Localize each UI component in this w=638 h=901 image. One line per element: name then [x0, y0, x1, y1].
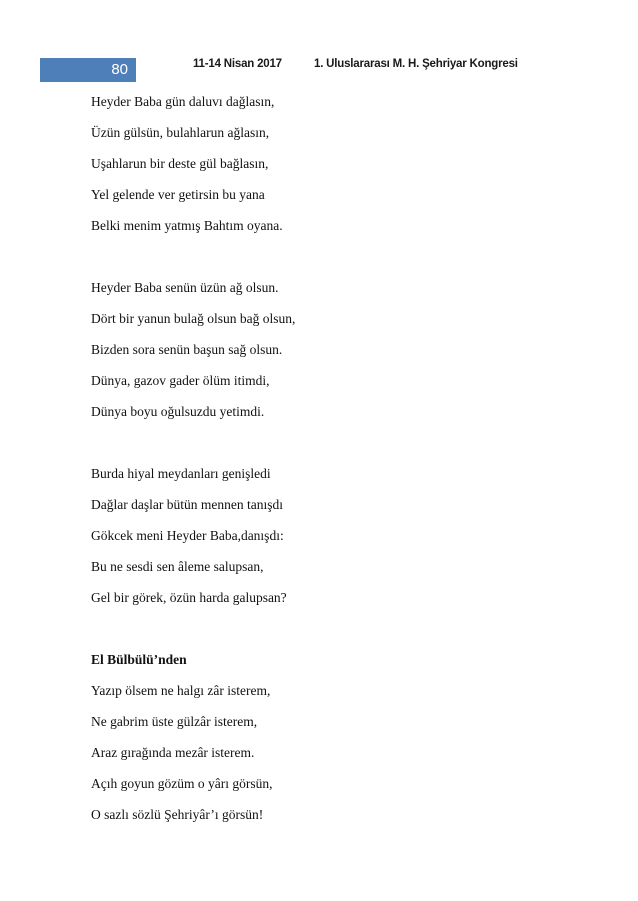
poem-line: Yazıp ölsem ne halgı zâr isterem,: [91, 683, 271, 698]
poem-body: [91, 93, 591, 837]
poem-line: Araz gırağında mezâr isterem.: [91, 745, 255, 760]
stanza-2: [91, 279, 591, 420]
section-heading: El Bülbülü’nden: [91, 652, 187, 667]
poem-line: Dünya boyu oğulsuzdu yetimdi.: [91, 404, 265, 419]
poem-line: Dünya, gazov gader ölüm itimdi,: [91, 373, 270, 388]
poem-line: Yel gelende ver getirsin bu yana: [91, 187, 265, 202]
poem-line: Heyder Baba senün üzün ağ olsun.: [91, 280, 279, 295]
poem-line: Ne gabrim üste gülzâr isterem,: [91, 714, 258, 729]
poem-line: Dört bir yanun bulağ olsun bağ olsun,: [91, 311, 296, 326]
poem-line: Heyder Baba gün daluvı dağlasın,: [91, 94, 275, 109]
stanza-spacer: [91, 248, 591, 279]
poem-line: Gökcek meni Heyder Baba,danışdı:: [91, 528, 284, 543]
header-date: 11-14 Nisan 2017: [193, 58, 282, 70]
page-number: 80: [111, 61, 128, 78]
poem-line: Bizden sora senün başun sağ olsun.: [91, 342, 283, 357]
stanza-1: [91, 93, 591, 234]
poem-line: Belki menim yatmış Bahtım oyana.: [91, 218, 283, 233]
stanza-spacer: [91, 434, 591, 465]
poem-line: Üzün gülsün, bulahlarun ağlasın,: [91, 125, 270, 140]
poem-line: Uşahlarun bir deste gül bağlasın,: [91, 156, 269, 171]
poem-line: Dağlar daşlar bütün mennen tanışdı: [91, 497, 283, 512]
poem-line: Bu ne sesdi sen âleme salupsan,: [91, 559, 264, 574]
stanza-spacer: [91, 620, 591, 651]
header-conference-title: 1. Uluslararası M. H. Şehriyar Kongresi: [314, 58, 518, 70]
poem-line: Açıh goyun gözüm o yârı görsün,: [91, 776, 273, 791]
poem-line: O sazlı sözlü Şehriyâr’ı görsün!: [91, 807, 264, 822]
page-number-badge: [40, 58, 136, 82]
poem-line: Gel bir görek, özün harda galupsan?: [91, 590, 287, 605]
section-el-bulbulu: [91, 651, 591, 823]
stanza-3: [91, 465, 591, 606]
poem-line: Burda hiyal meydanları genişledi: [91, 466, 271, 481]
